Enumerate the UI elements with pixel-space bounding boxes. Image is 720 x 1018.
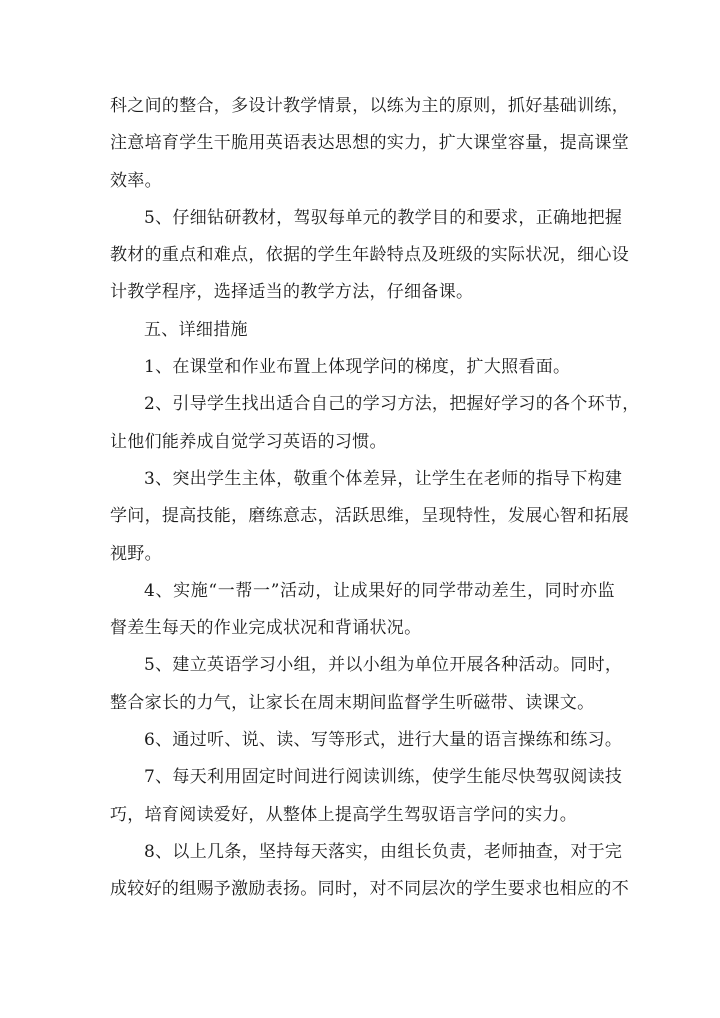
text-line: 5、建立英语学习小组，并以小组为单位开展各种活动。同时， xyxy=(144,655,623,676)
text-line: 8、以上几条，坚持每天落实，由组长负责，老师抽查，对于完 xyxy=(144,841,623,862)
text-line: 整合家长的力气，让家长在周末期间监督学生听磁带、读课文。 xyxy=(110,692,595,713)
text-line: 科之间的整合，多设计教学情景，以练为主的原则，抓好基础训练， xyxy=(110,96,629,116)
text-line: 教材的重点和难点，依据的学生年龄特点及班级的实际状况，细心设 xyxy=(110,245,629,266)
text-line: 视野。 xyxy=(110,543,162,564)
text-line: 1、在课堂和作业布置上体现学问的梯度，扩大照看面。 xyxy=(144,357,571,378)
text-line: 计教学程序，选择适当的教学方法，仔细备课。 xyxy=(110,282,474,303)
text-line: 成较好的组赐予激励表扬。同时，对不同层次的学生要求也相应的不 xyxy=(110,879,629,900)
text-line: 3、突出学生主体，敬重个体差异，让学生在老师的指导下构建 xyxy=(144,468,623,489)
text-line: 6、通过听、说、读、写等形式，进行大量的语言操练和练习。 xyxy=(144,730,623,751)
text-line: 巧，培育阅读爱好，从整体上提高学生驾驭语言学问的实力。 xyxy=(110,804,578,825)
text-line: 学问，提高技能，磨练意志，活跃思维，呈现特性，发展心智和拓展 xyxy=(110,506,629,527)
text-line: 2、引导学生找出适合自己的学习方法，把握好学习的各个环节， xyxy=(144,394,640,415)
text-line: 7、每天利用固定时间进行阅读训练，使学生能尽快驾驭阅读技 xyxy=(144,767,623,788)
document-page xyxy=(110,88,640,909)
text-line: 让他们能养成自觉学习英语的习惯。 xyxy=(110,431,387,452)
text-line: 督差生每天的作业完成状况和背诵状况。 xyxy=(110,618,422,639)
text-line: 4、实施“一帮一”活动，让成果好的同学带动差生，同时亦监 xyxy=(144,580,615,601)
text-line: 效率。 xyxy=(110,170,162,191)
text-line: 注意培育学生干脆用英语表达思想的实力，扩大课堂容量，提高课堂 xyxy=(110,133,629,154)
section-heading: 五、详细措施 xyxy=(144,319,248,340)
text-line: 5、仔细钻研教材，驾驭每单元的教学目的和要求，正确地把握 xyxy=(144,207,623,228)
